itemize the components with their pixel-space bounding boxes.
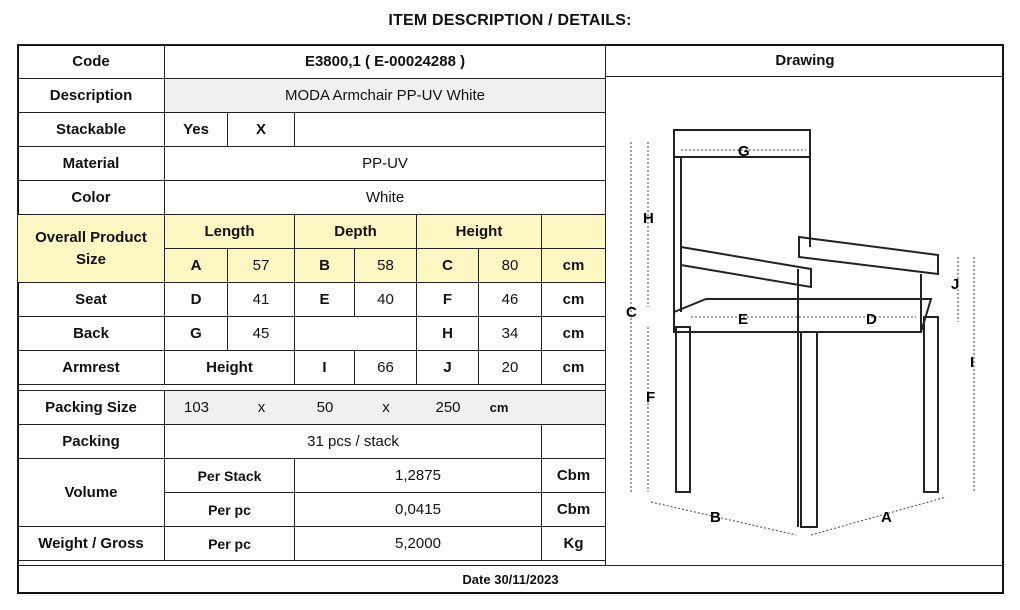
stackable-yes: Yes: [165, 113, 228, 147]
back-empty: [295, 317, 417, 351]
chair-outline: [674, 130, 938, 527]
back-g: G: [165, 317, 228, 351]
description-value: MODA Armchair PP-UV White: [165, 79, 606, 113]
packing-size-x1: x: [257, 399, 266, 416]
armrest-unit: cm: [542, 351, 606, 385]
seat-f-value: 46: [479, 283, 542, 317]
row-packing: [18, 425, 606, 459]
packing-size-unit: cm: [489, 400, 509, 415]
seat-e: E: [295, 283, 355, 317]
letter-b: B: [710, 509, 721, 526]
row-back: [18, 317, 606, 351]
material-value: PP-UV: [165, 147, 606, 181]
code-value: E3800,1 ( E-00024288 ): [165, 45, 606, 79]
row-description: [18, 79, 606, 113]
row-seat: [18, 283, 606, 317]
seat-label: Seat: [18, 283, 165, 317]
weight-unit: Kg: [542, 527, 606, 561]
back-unit: cm: [542, 317, 606, 351]
depth-header: Depth: [295, 215, 417, 249]
packing-value: 31 pcs / stack: [165, 425, 542, 459]
description-label: Description: [18, 79, 165, 113]
packing-size-v3: 250: [435, 399, 461, 416]
back-label: Back: [18, 317, 165, 351]
drawing-header: Drawing: [605, 44, 1004, 77]
row-color: [18, 181, 606, 215]
packing-label: Packing: [18, 425, 165, 459]
back-right-leg: [924, 317, 938, 492]
armrest-height-label: Height: [165, 351, 295, 385]
seat-f: F: [417, 283, 479, 317]
packing-size-values: [165, 391, 606, 425]
volume-per-pc-label: Per pc: [165, 493, 295, 527]
letter-i: I: [970, 354, 975, 371]
seat-d: D: [165, 283, 228, 317]
page-title: ITEM DESCRIPTION / DETAILS:: [388, 12, 632, 29]
back-g-value: 45: [228, 317, 295, 351]
armrest-label: Armrest: [18, 351, 165, 385]
volume-pc-unit: Cbm: [542, 493, 606, 527]
chair-drawing: [606, 77, 1005, 565]
back-h-value: 34: [479, 317, 542, 351]
left-armrest: [681, 247, 811, 287]
overall-b-value: 58: [355, 249, 417, 283]
seat: [674, 299, 931, 332]
back-h: H: [417, 317, 479, 351]
letter-f: F: [646, 389, 656, 406]
row-packing-size: [18, 391, 606, 425]
measure-lines: [631, 142, 974, 535]
height-header: Height: [417, 215, 542, 249]
row-material: [18, 147, 606, 181]
letter-e: E: [738, 311, 749, 328]
seat-e-value: 40: [355, 283, 417, 317]
row-stackable: [18, 113, 606, 147]
volume-stack-unit: Cbm: [542, 459, 606, 493]
footer-date: Date 30/11/2023: [17, 565, 1004, 594]
armrest-i-value: 66: [355, 351, 417, 385]
overall-b: B: [295, 249, 355, 283]
overall-label: Overall Product Size: [18, 215, 165, 283]
armrest-j: J: [417, 351, 479, 385]
spec-table: [17, 44, 606, 561]
packing-size-v2: 50: [316, 399, 334, 416]
letter-c: C: [626, 304, 637, 321]
letter-a: A: [881, 509, 892, 526]
packing-size-x2: x: [382, 399, 390, 416]
overall-a: A: [165, 249, 228, 283]
packing-size-v1: 103: [183, 399, 210, 416]
volume-label: Volume: [18, 459, 165, 527]
packing-size-label: Packing Size: [18, 391, 165, 425]
row-overall-head: [18, 215, 606, 249]
weight-per-pc-label: Per pc: [165, 527, 295, 561]
front-right-leg: [801, 332, 817, 527]
packing-empty: [542, 425, 606, 459]
overall-unit: cm: [542, 249, 606, 283]
right-armrest: [799, 237, 938, 274]
row-armrest: [18, 351, 606, 385]
stackable-empty: [295, 113, 606, 147]
stackable-label: Stackable: [18, 113, 165, 147]
letter-j: J: [951, 276, 960, 293]
overall-c-value: 80: [479, 249, 542, 283]
drawing-panel: [605, 77, 1004, 565]
code-label: Code: [18, 45, 165, 79]
overall-a-value: 57: [228, 249, 295, 283]
color-value: White: [165, 181, 606, 215]
row-code: [18, 45, 606, 79]
row-weight: [18, 527, 606, 561]
volume-per-stack-label: Per Stack: [165, 459, 295, 493]
overall-c: C: [417, 249, 479, 283]
volume-per-pc-value: 0,0415: [295, 493, 542, 527]
row-volume-stack: [18, 459, 606, 493]
weight-value: 5,2000: [295, 527, 542, 561]
front-left-leg: [676, 327, 690, 492]
color-label: Color: [18, 181, 165, 215]
weight-label: Weight / Gross: [18, 527, 165, 561]
stackable-mark: X: [228, 113, 295, 147]
letter-d: D: [866, 311, 877, 328]
letter-g: G: [738, 143, 750, 160]
seat-d-value: 41: [228, 283, 295, 317]
length-header: Length: [165, 215, 295, 249]
seat-unit: cm: [542, 283, 606, 317]
armrest-j-value: 20: [479, 351, 542, 385]
armrest-i: I: [295, 351, 355, 385]
overall-head-empty: [542, 215, 606, 249]
letter-h: H: [643, 210, 654, 227]
volume-per-stack-value: 1,2875: [295, 459, 542, 493]
material-label: Material: [18, 147, 165, 181]
